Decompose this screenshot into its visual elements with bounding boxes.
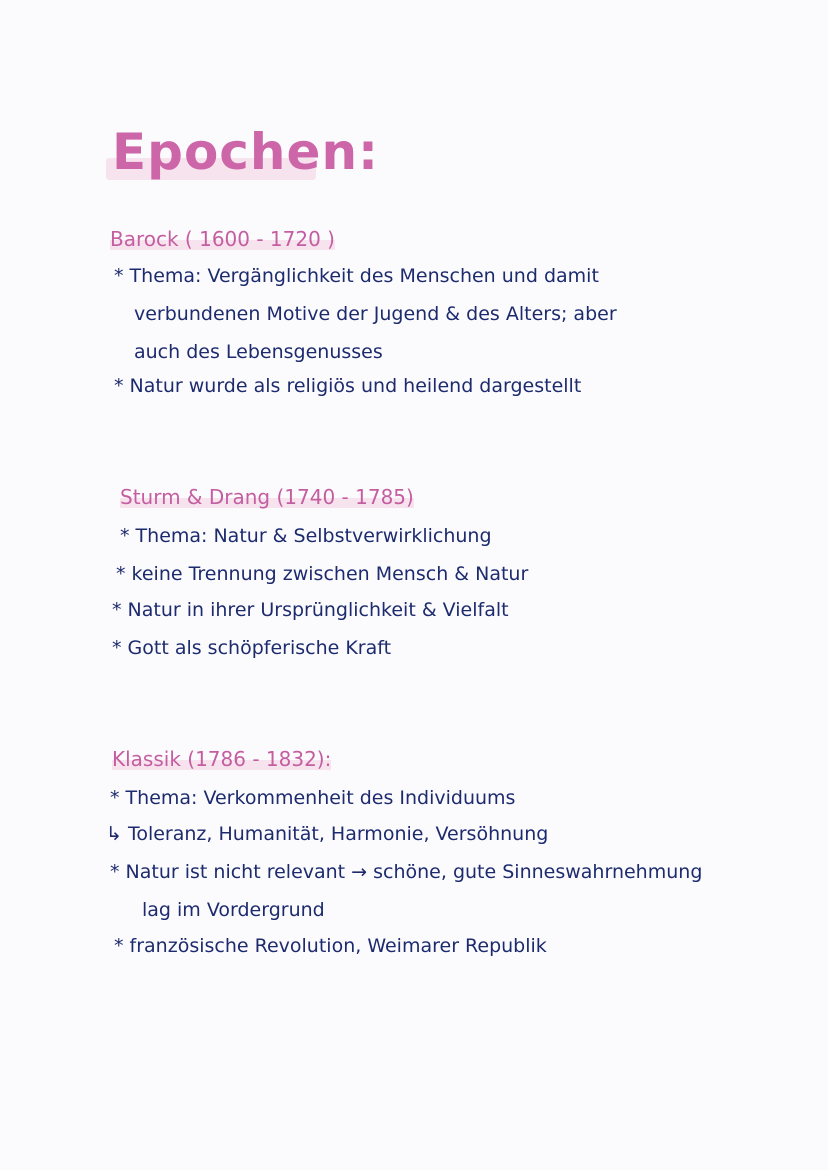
section-barock-line-3: auch des Lebensgenusses bbox=[134, 341, 383, 363]
section-barock-line-1: * Thema: Vergänglichkeit des Menschen und damit bbox=[114, 265, 599, 287]
section-sturm-line-2: * keine Trennung zwischen Mensch & Natur bbox=[116, 563, 529, 585]
section-klassik-line-4: lag im Vordergrund bbox=[142, 899, 325, 921]
section-sturm-line-4: * Gott als schöpferische Kraft bbox=[112, 637, 392, 659]
heading-text: Klassik (1786 - 1832): bbox=[112, 747, 332, 771]
section-heading-sturm-und-drang bbox=[120, 484, 414, 510]
heading-text: Sturm & Drang (1740 - 1785) bbox=[120, 485, 414, 509]
section-barock-line-4: * Natur wurde als religiös und heilend dargestellt bbox=[114, 375, 582, 397]
section-sturm-line-1: * Thema: Natur & Selbstverwirklichung bbox=[120, 525, 492, 547]
section-heading-klassik bbox=[112, 746, 331, 772]
heading-text: Barock ( 1600 - 1720 ) bbox=[110, 227, 335, 251]
section-barock-line-2: verbundenen Motive der Jugend & des Alters; aber bbox=[134, 303, 617, 325]
title-block bbox=[106, 122, 385, 182]
section-klassik-line-1: * Thema: Verkommenheit des Individuums bbox=[110, 787, 516, 809]
page-title: Epochen: bbox=[112, 123, 380, 181]
section-sturm-line-3: * Natur in ihrer Ursprünglichkeit & Vielfalt bbox=[112, 599, 509, 621]
section-klassik-line-3: * Natur ist nicht relevant → schöne, gute Sinneswahrnehmung bbox=[110, 861, 703, 883]
section-klassik-line-5: * französische Revolution, Weimarer Republik bbox=[114, 935, 547, 957]
section-klassik-line-2: ↳ Toleranz, Humanität, Harmonie, Versöhnung bbox=[106, 823, 549, 845]
section-heading-barock bbox=[110, 226, 335, 252]
